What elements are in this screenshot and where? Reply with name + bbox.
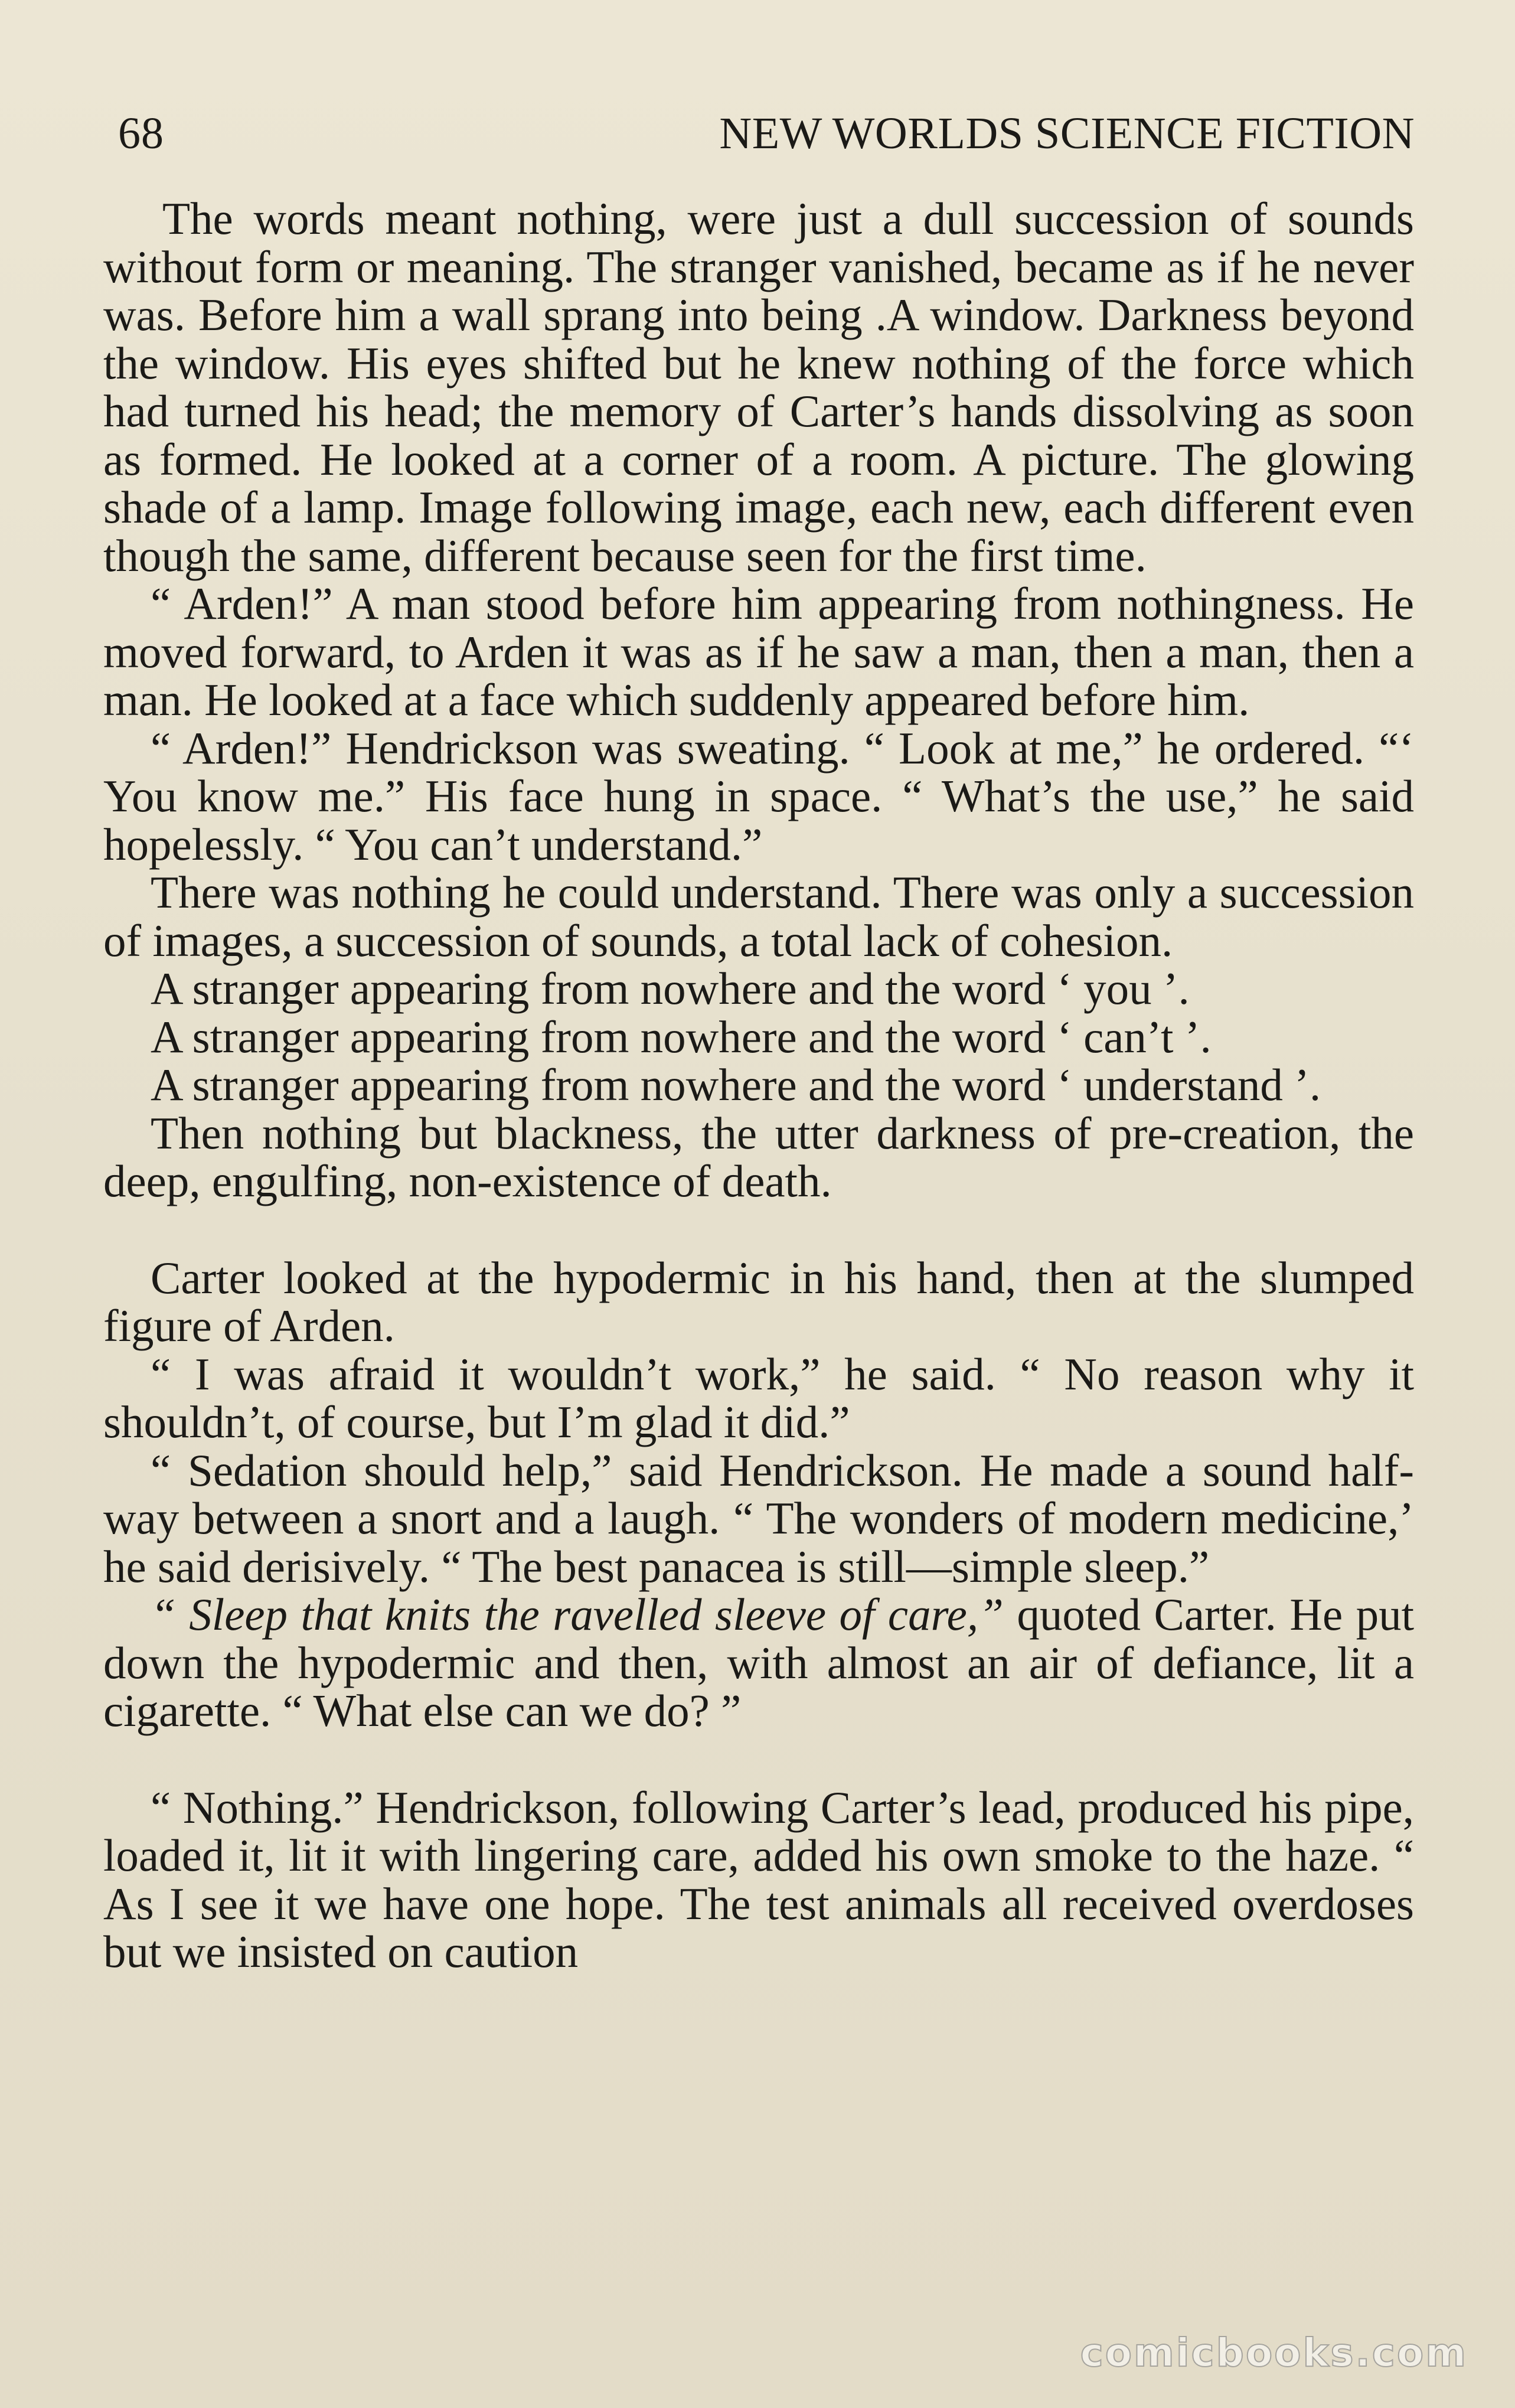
paragraph: Carter looked at the hypodermic in his hand, then at the slumped figure of Arden.: [103, 1252, 1414, 1351]
section-break: [103, 1206, 1414, 1254]
paragraph: A stranger appearing from nowhere and the word ‘ understand ’.: [151, 1059, 1321, 1110]
paragraph: A stranger appearing from nowhere and the word ‘ can’t ’.: [151, 1011, 1212, 1062]
paragraph: “ Nothing.” Hendrickson, following Carter’s lead, produced his pipe, loaded it, lit it with lingering care, added his own smoke to the haze. “ As I see it we have one hope. The test animals all received overdoses but we insisted on caution: [103, 1781, 1414, 1977]
paragraph: “ I was afraid it wouldn’t work,” he said. “ No reason why it shouldn’t, of course, but I’m glad it did.”: [103, 1348, 1414, 1447]
page-number: 68: [118, 109, 164, 158]
quote-italic: “ Sleep that knits the ravelled sleeve of care,”: [151, 1589, 1004, 1640]
paragraph: The words meant nothing, were just a dull succession of sounds without form or meaning. The stranger vanished, became as if he never was. Before him a wall sprang into being .A window. Darkness beyond the window. His eyes shifted but he knew nothing of the force which had turned his head; the memory of Carter’s hands dissolving as soon as formed. He looked at a corner of a room. A picture. The glowing shade of a lamp. Image following image, each new, each different even though the same, different because seen for the first time.: [103, 193, 1414, 581]
watermark-logo: comicbooks.com: [1080, 2330, 1468, 2376]
quote-tail: quoted: [1003, 1589, 1141, 1640]
paragraph-quote: [103, 1591, 1414, 1735]
paragraph: “ Arden!” Hendrickson was sweating. “ Look at me,” he ordered. “‘ You know me.” His face hung in space. “ What’s the use,” he said hopelessly. “ You can’t understand.”: [103, 722, 1414, 870]
paragraph: “ Arden!” A man stood before him appearing from nothingness. He moved forward, to Arden it was as if he saw a man, then a man, then a man. He looked at a face which suddenly appeared before him.: [103, 578, 1414, 725]
paragraph: “ Sedation should help,” said Hendrickson. He made a sound half-way between a snort and a laugh. “ The wonders of modern medicine,’ he said derisively. “ The best panacea is still—simple sleep.”: [103, 1444, 1414, 1592]
section-break: [103, 1735, 1414, 1784]
page-header: [118, 100, 1415, 159]
paragraph: There was nothing he could understand. There was only a succession of images, a succession of sounds, a total lack of cohesion.: [103, 867, 1414, 966]
body-text-block-1: [103, 195, 1414, 1976]
paragraph: A stranger appearing from nowhere and the word ‘ you ’.: [151, 963, 1190, 1014]
running-head: NEW WORLDS SCIENCE FICTION: [719, 109, 1415, 158]
quote-continuation: Carter. He put down the hypodermic and then, with almost an air of defiance, lit a cigarette. “ What else can we do? ”: [103, 1589, 1414, 1736]
paragraph: Then nothing but blackness, the utter darkness of pre-creation, the deep, engulfing, non-existence of death.: [103, 1107, 1414, 1206]
